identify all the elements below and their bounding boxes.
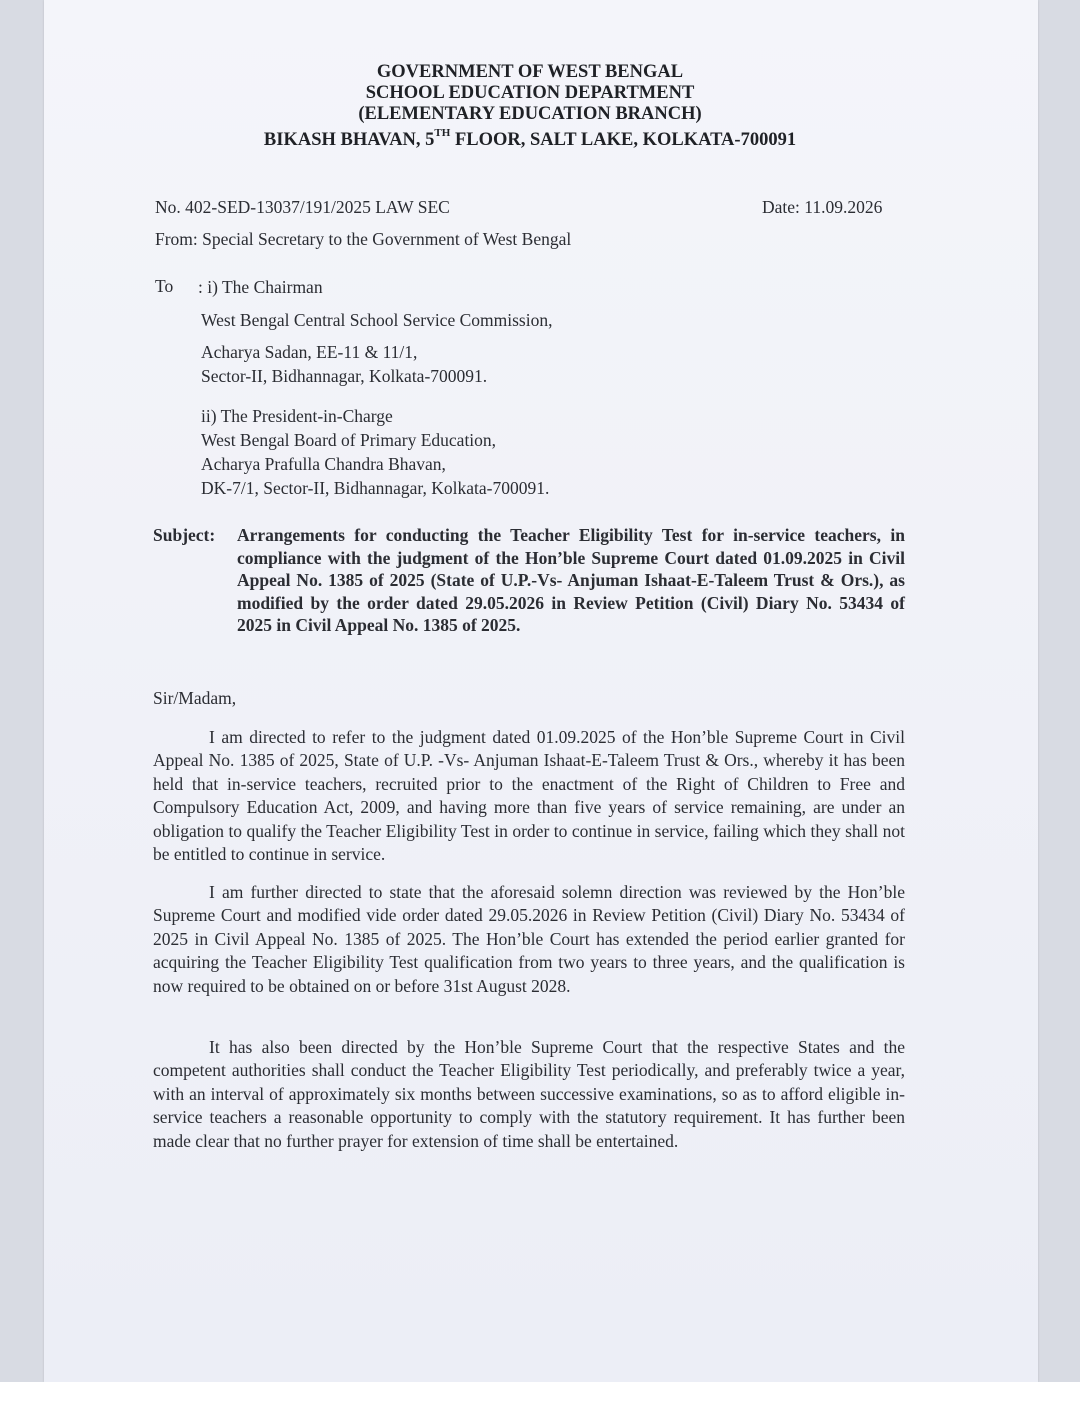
recipients (198, 275, 553, 500)
subject-label: Subject: (153, 525, 216, 545)
letterhead-department: SCHOOL EDUCATION DEPARTMENT (365, 83, 695, 103)
bottom-margin (0, 1382, 1080, 1404)
to-label: To (155, 276, 174, 296)
recipient-2-line-2: Acharya Prafulla Chandra Bhavan, (201, 454, 446, 474)
recipient-2-line-1: West Bengal Board of Primary Education, (201, 430, 497, 450)
recipient-1-line-1: West Bengal Central School Service Commission, (201, 310, 553, 330)
letterhead (0, 62, 1060, 151)
from-line: From: Special Secretary to the Government of West Bengal (155, 229, 572, 249)
reference-date: Date: 11.09.2026 (762, 197, 883, 217)
recipient-2-line-3: DK-7/1, Sector-II, Bidhannagar, Kolkata-700091. (201, 478, 550, 498)
subject-text: Arrangements for conducting the Teacher Eligibility Test for in-service teachers, in compliance with the judgment of the Hon’ble Supreme Court dated 01.09.2025 in Civil Appeal No. 1385 of 2025 (State of U.P.-Vs- Anjuman Ishaat-E-Taleem Trust & Ors.), as modified by the order dated 29.05.2026 in Review Petition (Civil) Diary No. 53434 of 2025 in Civil Appeal No. 1385 of 2025. (237, 525, 905, 635)
recipient-1-title: : i) The Chairman (198, 277, 323, 297)
reference-number: No. 402-SED-13037/191/2025 LAW SEC (155, 197, 450, 217)
body-paragraph-3: It has also been directed by the Hon’ble Supreme Court that the respective States and the competent authorities shall conduct the Teacher Eligibility Test periodically, and preferably twice a year, with an interval of approximately six months between successive examinations, so as to afford eligible in-service teachers a reasonable opportunity to comply with the statutory requirement. It has further been made clear that no further prayer for extension of time shall be entertained. (153, 1037, 905, 1151)
recipient-1-line-2: Acharya Sadan, EE-11 & 11/1, (201, 342, 418, 362)
recipient-1-line-3: Sector-II, Bidhannagar, Kolkata-700091. (201, 366, 488, 386)
body-paragraph-1: I am directed to refer to the judgment dated 01.09.2025 of the Hon’ble Supreme Court in Civil Appeal No. 1385 of 2025, State of U.P. -Vs- Anjuman Ishaat-E-Taleem Trust & Ors., whereby it has been held that in-service teachers, recruited prior to the enactment of the Right of Children to Free and Compulsory Education Act, 2009, and having more than five years of service remaining, are under an obligation to qualify the Teacher Eligibility Test in order to continue in service, failing which they shall not be entitled to continue in service. (153, 727, 905, 865)
letterhead-branch: (ELEMENTARY EDUCATION BRANCH) (358, 104, 702, 124)
address-superscript: TH (434, 127, 451, 139)
salutation: Sir/Madam, (153, 688, 237, 708)
address-part-1: BIKASH BHAVAN, 5 (263, 130, 435, 151)
letterhead-government: GOVERNMENT OF WEST BENGAL (376, 62, 684, 82)
letterhead-address (0, 125, 1060, 151)
body-paragraph-2: I am further directed to state that the aforesaid solemn direction was reviewed by the Hon’ble Supreme Court and modified vide order dated 29.05.2026 in Review Petition (Civil) Diary No. 53434 of 2025 in Civil Appeal No. 1385 of 2025. The Hon’ble Court has extended the period earlier granted for acquiring the Teacher Eligibility Test qualification from two years to three years, and the qualification is now required to be obtained on or before 31st August 2028. (153, 882, 905, 996)
recipient-2-title: ii) The President-in-Charge (201, 406, 393, 426)
address-part-2: FLOOR, SALT LAKE, KOLKATA-700091 (450, 130, 797, 151)
